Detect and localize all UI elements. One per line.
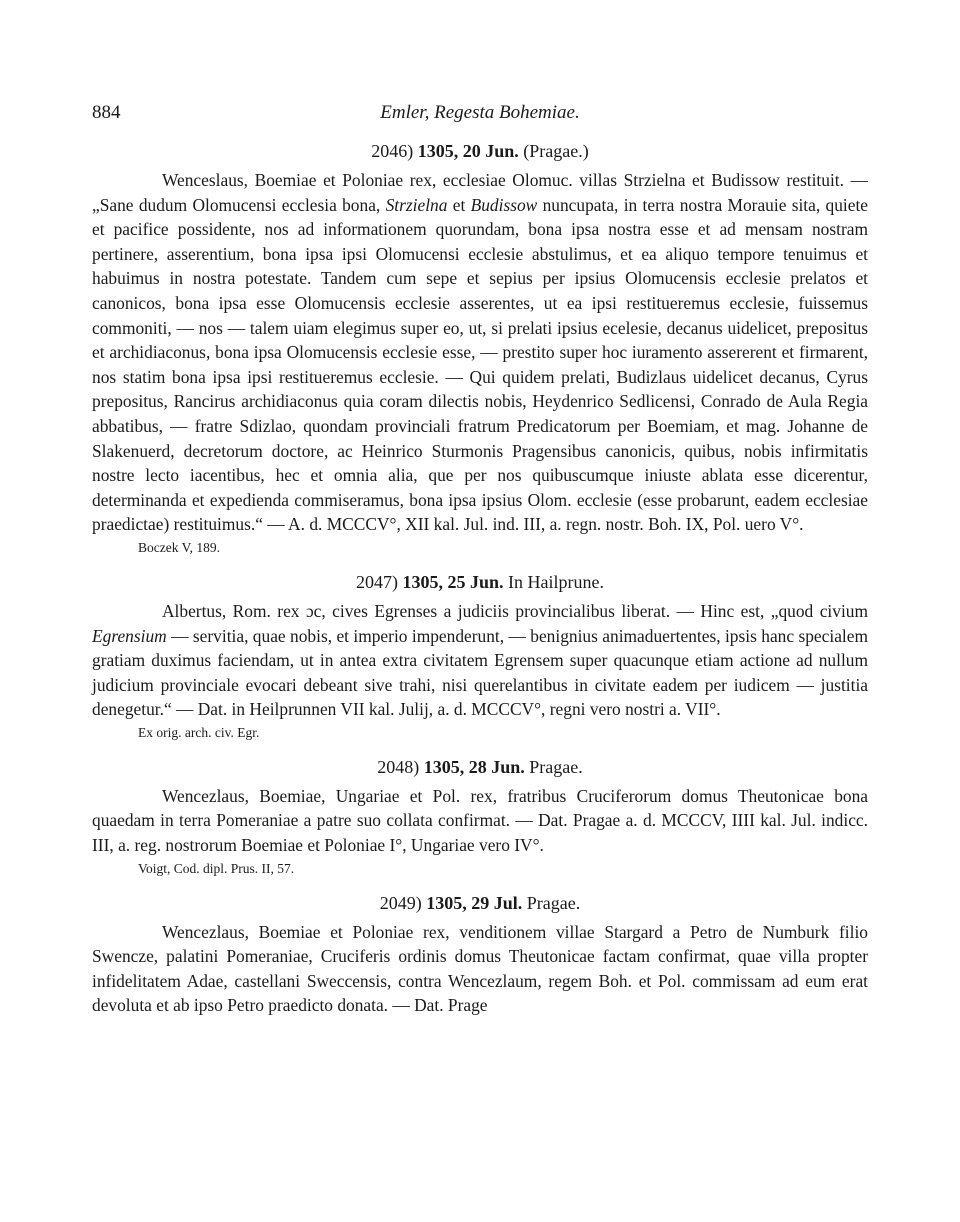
entry-date: 1305, 20 Jun. xyxy=(417,141,519,161)
entry-text xyxy=(92,784,868,858)
text-run: nuncupata, in terra nostra Morauie sita, quiete et pacifice possidente, nos ad informationem quorundam, bona ipsa nostra esse et ad mensam nostram pertinere, asserentium, bona ipsa ipsi Olomucensi ecclesie abstulimus, et ea aliquo tempore tenuimus et habuimus in nostra potestate. Tandem cum sepe et sepius per ipsius Olomucensis ecclesie prelatos et canonicos, bona ipsa esse Olomucensis ecclesie asserentes, ut ea ipsi restitueremus ecclesie, fuissemus commoniti, — nos — talem uiam elegimus super eo, ut, si prelati ipsius ecelesie, decanus uidelicet, prepositus et archidiaconus, bona ipsa Olomucensis ecclesie esse, — prestito super hoc iuramento assererent et firmarent, nos statim bona ipsa ipsi restitueremus ecclesie. — Qui quidem prelati, Budizlaus uidelicet decanus, Cyrus prepositus, Rancirus archidiaconus quia coram dilectis nobis, Heydenrico Sedlicensi, Conrado de Aula Regia abbatibus, — fratre Sdizlao, quondam provinciali fratrum Predicatorum per Boemiam, et mag. Johanne de Slakenuerd, decretorum doctore, ac Heinrico Sturmonis Pragensibus canonicis, quibus, nobis infirmitatis nostre lecto iacentibus, hec et omnia alia, que per nos quibuscumque iniuste ablata esse dicerentur, determinanda et expedienda commiseramus, bona ipsa ipsius Olom. ecclesie (esse probarunt, eadem ecclesiae praedictae) restituimus.“ — A. d. MCCCV°, XII kal. Jul. ind. III, a. regn. nostr. Boh. IX, Pol. uero V°. xyxy=(92,194,869,535)
entry-heading xyxy=(92,569,868,595)
entry-date: 1305, 29 Jul. xyxy=(426,892,523,913)
entry-place: (Pragae.) xyxy=(523,141,589,161)
entry-2048 xyxy=(92,754,868,880)
document-page xyxy=(92,96,868,1018)
italic-place-name: Budissow xyxy=(470,194,538,215)
entry-text xyxy=(92,168,868,537)
entry-number: 2049) xyxy=(379,892,422,913)
text-run: Wencezlaus, Boemiae et Poloniae rex, venditionem villae Stargard a Petro de Numburk filio Swencze, palatini Pomeraniae, Cruciferis ordinis domus Theutonicae factam confirmat, quae villa propter infidelitatem Adae, castellani Sweccensis, contra Wencezlaum, regem Boh. et Pol. commissam ad eum erat devoluta et ab ipso Petro praedicto donata. — Dat. Prage xyxy=(92,921,868,1016)
entry-date: 1305, 25 Jun. xyxy=(402,571,504,592)
entry-heading xyxy=(92,138,868,164)
text-run: Wencezlaus, Boemiae, Ungariae et Pol. rex, fratribus Cruciferorum domus Theutonicae bona quaedam in terra Pomeraniae a patre suo collata confirmat. — Dat. Pragae a. d. MCCCV, IIII kal. Jul. indicc. III, a. reg. nostrorum Boemiae et Poloniae I°, Ungariae vero IV°. xyxy=(92,785,868,856)
entry-heading xyxy=(92,890,868,916)
entry-2049 xyxy=(92,890,868,1018)
entry-heading xyxy=(92,754,868,780)
entry-number: 2047) xyxy=(356,571,398,592)
entry-number: 2048) xyxy=(377,756,420,777)
entry-date: 1305, 28 Jun. xyxy=(423,756,525,777)
entry-place: In Hailprune. xyxy=(508,571,604,592)
source-citation: Voigt, Cod. dipl. Prus. II, 57. xyxy=(138,860,295,876)
entry-place: Pragae. xyxy=(526,892,581,913)
text-run: et xyxy=(447,194,471,215)
text-run: Albertus, Rom. rex ɔc, cives Egrenses a judiciis provincialibus liberat. — Hinc est, „quod civium xyxy=(162,600,868,621)
italic-place-name: Strzielna xyxy=(385,194,448,215)
entry-text xyxy=(92,920,868,1018)
running-title: Emler, Regesta Bohemiae. xyxy=(380,102,580,123)
source-citation: Ex orig. arch. civ. Egr. xyxy=(138,724,260,740)
italic-demonym: Egrensium xyxy=(92,625,167,646)
entry-text xyxy=(92,599,868,722)
entry-place: Pragae. xyxy=(529,756,583,777)
text-run: — servitia, quae nobis, et imperio impenderunt, — benignius animaduertentes, ipsis hanc specialem gratiam duximus faciendam, ut in antea extra civitatem Egrensem super quacunque etiam actione ad nullum judicium provinciale evocari debeant sive trahi, nisi querelantibus in civitate eadem per iudicem — justitia denegetur.“ — Dat. in Heilprunnen VII kal. Julij, a. d. MCCCV°, regni vero nostri a. VII°. xyxy=(92,625,868,720)
entry-2046 xyxy=(92,138,868,559)
entry-number: 2046) xyxy=(371,141,414,161)
text-run: Wenceslaus, Boemiae et Poloniae rex, ecclesiae Olomuc. villas Strzielna et Budissow restituit. — „Sane dudum Olomucensi ecclesia bona, xyxy=(92,170,868,215)
running-head xyxy=(92,96,868,128)
entry-2047 xyxy=(92,569,868,744)
source-citation: Boczek V, 189. xyxy=(138,539,220,555)
page-number: 884 xyxy=(92,102,121,123)
